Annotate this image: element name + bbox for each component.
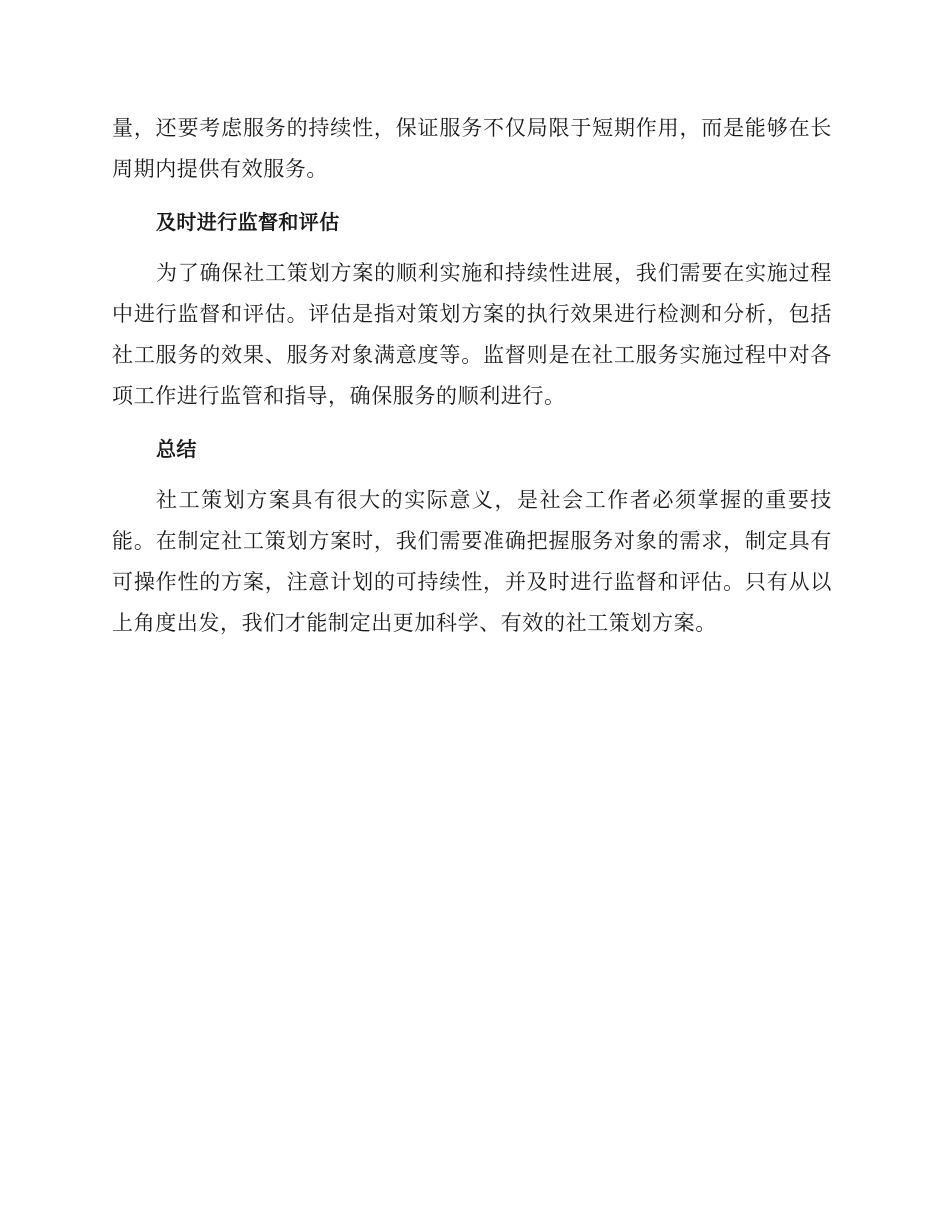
section-heading-summary: 总结 [156,437,197,461]
document-body [112,108,832,644]
section-heading-monitoring: 及时进行监督和评估 [156,210,340,234]
paragraph-summary: 社工策划方案具有很大的实际意义，是社会工作者必须掌握的重要技能。在制定社工策划方案时，我们需要准确把握服务对象的需求，制定具有可操作性的方案，注意计划的可持续性，并及时进行监督和评估。只有从以上角度出发，我们才能制定出更加科学、有效的社工策划方案。 [112,488,832,635]
continued-paragraph: 量，还要考虑服务的持续性，保证服务不仅局限于短期作用，而是能够在长周期内提供有效服务。 [112,116,832,181]
paragraph-monitoring: 为了确保社工策划方案的顺利实施和持续性进展，我们需要在实施过程中进行监督和评估。评估是指对策划方案的执行效果进行检测和分析，包括社工服务的效果、服务对象满意度等。监督则是在社工服务实施过程中对各项工作进行监管和指导，确保服务的顺利进行。 [112,261,832,408]
